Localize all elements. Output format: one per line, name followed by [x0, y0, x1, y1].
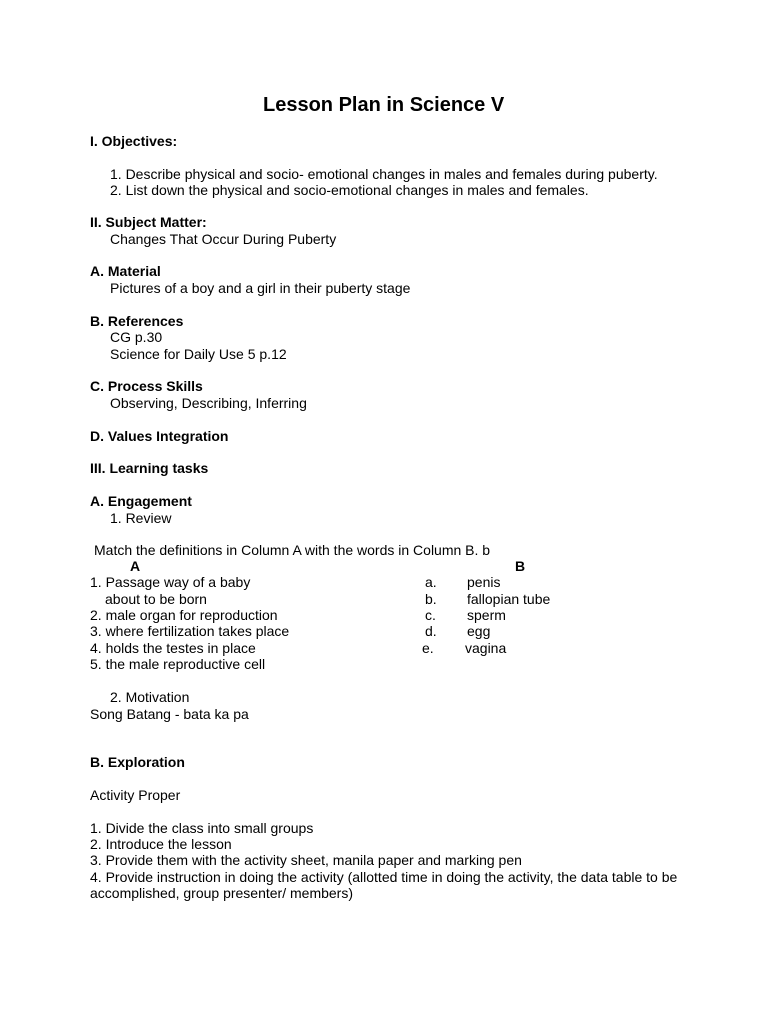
- values-integration-heading: D. Values Integration: [90, 428, 229, 444]
- column-a-item: 2. male organ for reproduction: [90, 607, 278, 623]
- exploration-step: accomplished, group presenter/ members): [90, 885, 354, 901]
- subject-matter-heading: II. Subject Matter:: [90, 214, 207, 230]
- engagement-heading: A. Engagement: [90, 493, 192, 509]
- column-b-letter: d.: [425, 623, 437, 639]
- material-heading: A. Material: [90, 263, 161, 279]
- column-a-item: 1. Passage way of a baby: [90, 574, 251, 590]
- exploration-heading: B. Exploration: [90, 754, 185, 770]
- column-b-letter: b.: [425, 591, 437, 607]
- column-b-word: vagina: [465, 640, 507, 656]
- matching-instruction: Match the definitions in Column A with the words in Column B. b: [94, 542, 491, 558]
- objective-item: 2. List down the physical and socio-emotional changes in males and females.: [110, 182, 589, 198]
- column-a-item: about to be born: [105, 591, 207, 607]
- review-label: 1. Review: [110, 510, 172, 526]
- activity-proper-label: Activity Proper: [90, 787, 181, 803]
- reference-item: CG p.30: [110, 329, 163, 345]
- exploration-step: 4. Provide instruction in doing the activity (allotted time in doing the activity, the data table to be: [90, 869, 678, 885]
- column-b-word: fallopian tube: [467, 591, 551, 607]
- references-heading: B. References: [90, 313, 184, 329]
- column-b-letter: c.: [425, 607, 436, 623]
- exploration-step: 3. Provide them with the activity sheet, manila paper and marking pen: [90, 852, 522, 868]
- column-b-header: B: [515, 558, 526, 574]
- column-a-item: 4. holds the testes in place: [90, 640, 256, 656]
- process-skills-heading: C. Process Skills: [90, 378, 203, 394]
- column-a-item: 5. the male reproductive cell: [90, 656, 266, 672]
- learning-tasks-heading: III. Learning tasks: [90, 460, 209, 476]
- column-a-item: 3. where fertilization takes place: [90, 623, 290, 639]
- page-title: Lesson Plan in Science V: [263, 94, 505, 116]
- column-b-letter: e.: [422, 640, 434, 656]
- exploration-step: 1. Divide the class into small groups: [90, 820, 314, 836]
- column-b-word: penis: [467, 574, 501, 590]
- reference-item: Science for Daily Use 5 p.12: [110, 346, 287, 362]
- subject-matter-text: Changes That Occur During Puberty: [110, 231, 337, 247]
- column-b-word: sperm: [467, 607, 506, 623]
- process-skills-text: Observing, Describing, Inferring: [110, 395, 307, 411]
- column-b-word: egg: [467, 623, 491, 639]
- material-text: Pictures of a boy and a girl in their puberty stage: [110, 280, 411, 296]
- exploration-step: 2. Introduce the lesson: [90, 836, 232, 852]
- column-a-header: A: [130, 558, 141, 574]
- motivation-label: 2. Motivation: [110, 689, 190, 705]
- objectives-heading: I. Objectives:: [90, 133, 178, 149]
- motivation-song: Song Batang - bata ka pa: [90, 706, 249, 722]
- objective-item: 1. Describe physical and socio- emotional changes in males and females during puberty.: [110, 166, 658, 182]
- column-b-letter: a.: [425, 574, 437, 590]
